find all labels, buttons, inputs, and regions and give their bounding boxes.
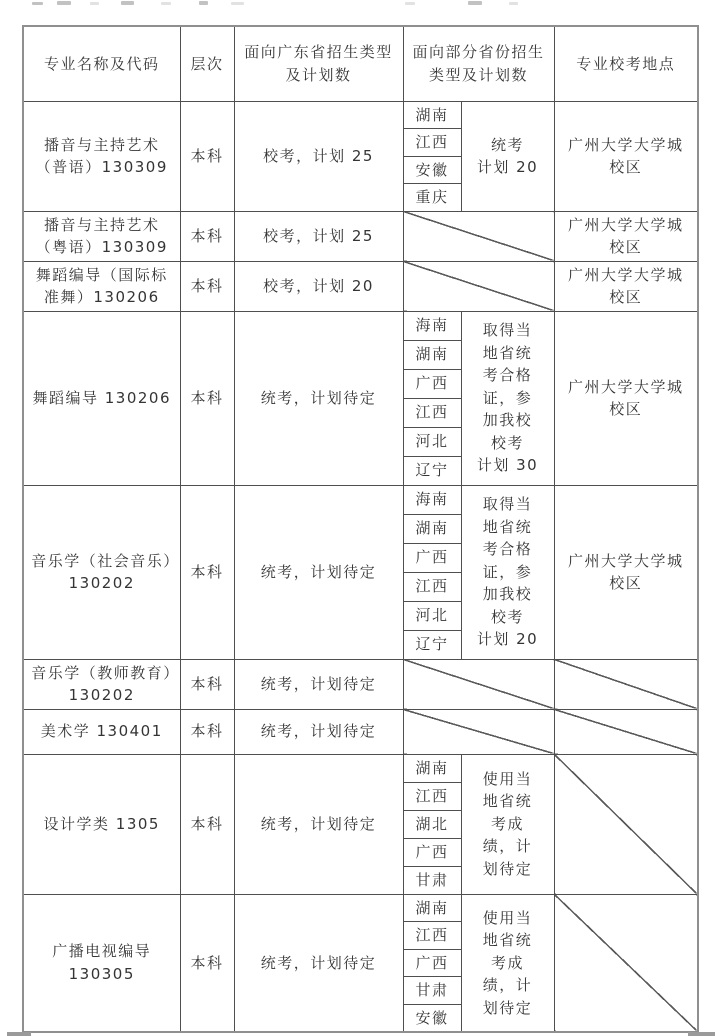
cell-guangdong-plan: 校考，计划 25: [234, 101, 403, 211]
cell-major: 音乐学（社会音乐）130202: [23, 485, 180, 659]
cell-guangdong-plan: 统考，计划待定: [234, 311, 403, 485]
other-plan-type: 取得当地省统考合格证，参加我校校考: [482, 495, 533, 626]
header-other-provinces-plan: 面向部分省份招生类型及计划数: [403, 26, 554, 101]
cell-empty-slash: [403, 261, 554, 311]
cell-province: 江西: [403, 922, 461, 950]
cell-major: 播音与主持艺术（粤语）130309: [23, 211, 180, 261]
cell-province: 湖南: [403, 340, 461, 369]
cell-guangdong-plan: 统考，计划待定: [234, 709, 403, 754]
cell-province: 广西: [403, 369, 461, 398]
header-exam-location: 专业校考地点: [554, 26, 698, 101]
cell-major: 舞蹈编导 130206: [23, 311, 180, 485]
cell-empty-slash: [554, 754, 698, 894]
cell-empty-slash: [403, 211, 554, 261]
cell-major: 设计学类 1305: [23, 754, 180, 894]
cell-province: 安徽: [403, 156, 461, 184]
cell-province: 湖南: [403, 754, 461, 782]
other-plan-count: 计划 20: [476, 630, 539, 649]
cell-level: 本科: [180, 709, 234, 754]
other-plan-type: 取得当地省统考合格证，参加我校校考: [482, 321, 533, 452]
cell-level: 本科: [180, 485, 234, 659]
cell-province: 甘肃: [403, 866, 461, 894]
cell-level: 本科: [180, 311, 234, 485]
cell-level: 本科: [180, 211, 234, 261]
cell-major: 舞蹈编导（国际标准舞）130206: [23, 261, 180, 311]
cell-empty-slash: [554, 709, 698, 754]
cell-province: 甘肃: [403, 977, 461, 1005]
cell-province: 湖南: [403, 101, 461, 129]
cell-province: 辽宁: [403, 630, 461, 659]
cell-province: 河北: [403, 427, 461, 456]
cell-other-province-plan: [461, 485, 554, 659]
cell-guangdong-plan: 校考，计划 25: [234, 211, 403, 261]
admission-plan-table: [22, 25, 699, 1033]
other-plan-count: 计划 30: [476, 456, 539, 475]
cell-province: 海南: [403, 485, 461, 514]
cell-level: 本科: [180, 754, 234, 894]
cell-province: 广西: [403, 838, 461, 866]
header-level: 层次: [180, 26, 234, 101]
cell-other-province-plan: [461, 754, 554, 894]
cell-level: 本科: [180, 261, 234, 311]
cell-guangdong-plan: 统考，计划待定: [234, 659, 403, 709]
cell-province: 广西: [403, 543, 461, 572]
cell-level: 本科: [180, 101, 234, 211]
cell-other-province-plan: [461, 311, 554, 485]
cell-province: 江西: [403, 782, 461, 810]
cell-major: 播音与主持艺术（普语）130309: [23, 101, 180, 211]
cell-province: 广西: [403, 949, 461, 977]
cell-major: 美术学 130401: [23, 709, 180, 754]
cell-province: 湖南: [403, 514, 461, 543]
cell-other-province-plan: [461, 894, 554, 1032]
cell-major: 广播电视编导 130305: [23, 894, 180, 1032]
other-plan-type: 使用当地省统考成绩，计划待定: [482, 769, 533, 878]
cell-province: 海南: [403, 311, 461, 340]
cropped-bottom-left-fragment: [7, 1032, 31, 1036]
cell-empty-slash: [554, 659, 698, 709]
header-major: 专业名称及代码: [23, 26, 180, 101]
cell-empty-slash: [403, 709, 554, 754]
cell-guangdong-plan: 统考，计划待定: [234, 894, 403, 1032]
other-plan-type: 使用当地省统考成绩，计划待定: [482, 908, 533, 1017]
cell-province: 湖南: [403, 894, 461, 922]
cell-other-province-plan: [461, 101, 554, 211]
cropped-bottom-right-fragment: [688, 1032, 715, 1036]
cell-province: 江西: [403, 398, 461, 427]
cell-province: 湖北: [403, 810, 461, 838]
cell-exam-location: 广州大学大学城校区: [554, 101, 698, 211]
cell-major: 音乐学（教师教育）130202: [23, 659, 180, 709]
cell-level: 本科: [180, 659, 234, 709]
header-guangdong-plan: 面向广东省招生类型及计划数: [234, 26, 403, 101]
cell-province: 河北: [403, 601, 461, 630]
cell-exam-location: 广州大学大学城校区: [554, 485, 698, 659]
cell-level: 本科: [180, 894, 234, 1032]
cell-province: 江西: [403, 572, 461, 601]
other-plan-count: 计划 20: [476, 158, 539, 176]
cell-empty-slash: [403, 659, 554, 709]
cell-guangdong-plan: 校考，计划 20: [234, 261, 403, 311]
cell-empty-slash: [554, 894, 698, 1032]
cell-exam-location: 广州大学大学城校区: [554, 211, 698, 261]
cell-exam-location: 广州大学大学城校区: [554, 261, 698, 311]
cell-province: 辽宁: [403, 456, 461, 485]
cell-guangdong-plan: 统考，计划待定: [234, 754, 403, 894]
cell-province: 重庆: [403, 184, 461, 212]
other-plan-type: 统考: [491, 135, 525, 154]
cell-guangdong-plan: 统考，计划待定: [234, 485, 403, 659]
cell-province: 安徽: [403, 1004, 461, 1032]
cell-exam-location: 广州大学大学城校区: [554, 311, 698, 485]
cell-province: 江西: [403, 129, 461, 157]
